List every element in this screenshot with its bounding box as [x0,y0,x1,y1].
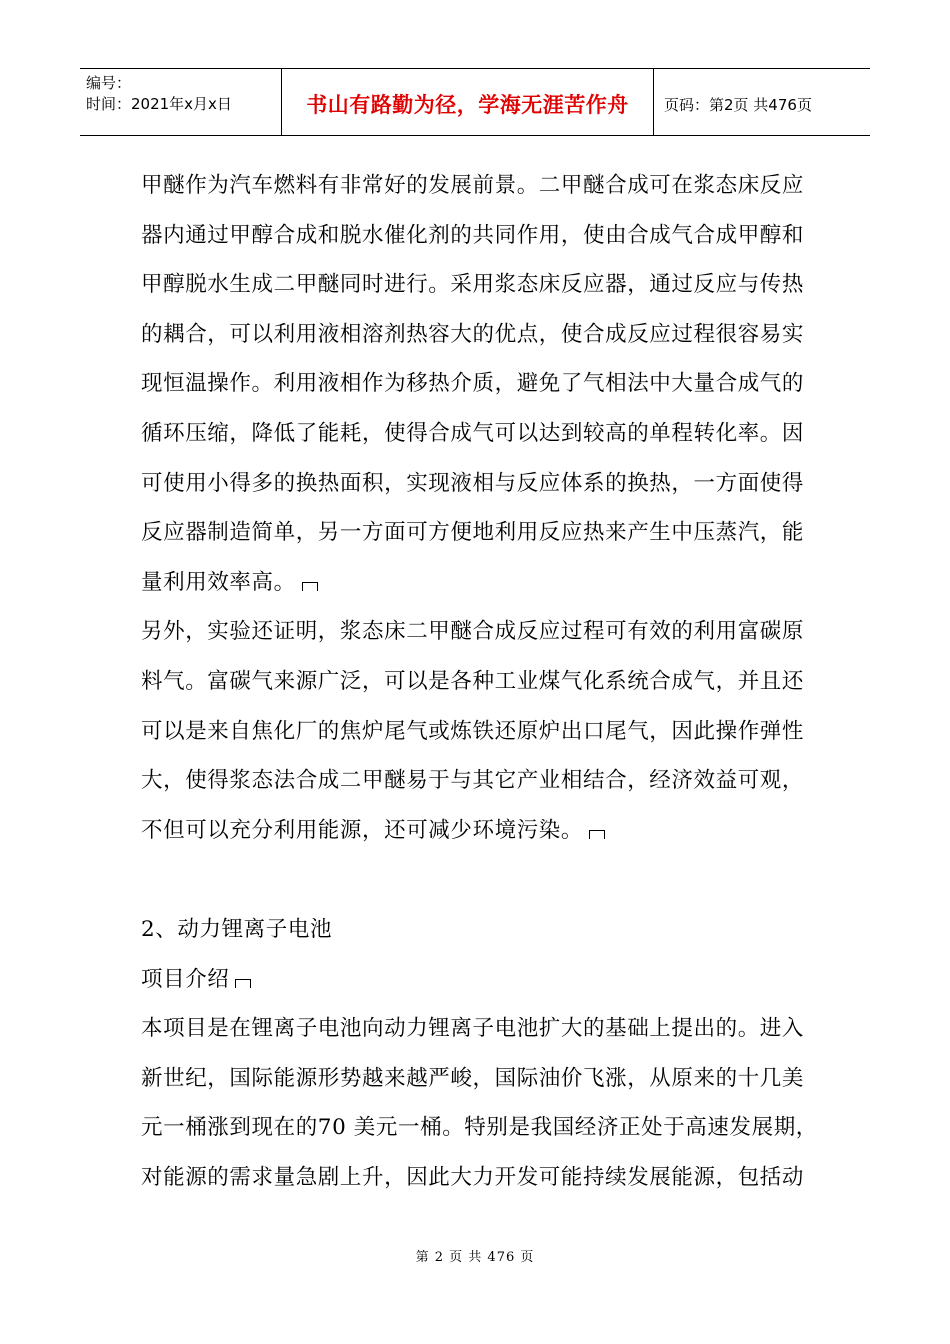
time-label: 时间：2021年x月x日 [86,95,232,113]
paragraph-2-text: 另外，实验还证明，浆态床二甲醚合成反应过程可有效的利用富碳原料气。富碳气来源广泛，可以是各种工业煤气化系统合成气，并且还可以是来自焦化厂的焦炉尾气或炼铁还原炉出口尾气，因此操作弹性大，使得浆态法合成二甲醚易于与其它产业相结合，经济效益可观，不但可以充分利用能源，还可减少环境污染。 [141,619,805,843]
paragraph-mark-icon [589,830,605,839]
section-heading: 2、动力锂离子电池 [141,916,333,942]
motto-text: 书山有路勤为径，学海无涯苦作舟 [306,93,629,117]
paragraph-1-text: 甲醚作为汽车燃料有非常好的发展前景。二甲醚合成可在浆态床反应器内通过甲醇合成和脱水催化剂的共同作用，使由合成气合成甲醇和甲醇脱水生成二甲醚同时进行。采用浆态床反应器，通过反应与传热的耦合，可以利用液相溶剂热容大的优点，使合成反应过程很容易实现恒温操作。利用液相作为移热介质，避免了气相法中大量合成气的循环压缩，降低了能耗，使得合成气可以达到较高的单程转化率。因可使用小得多的换热面积，实现液相与反应体系的换热，一方面使得反应器制造简单，另一方面可方便地利用反应热来产生中压蒸汽，能量利用效率高。 [141,173,805,595]
page-info-text: 页码：第2页 共476页 [664,95,812,114]
document-body [141,161,821,1202]
document-header [80,68,870,136]
header-motto-cell [282,69,654,135]
paragraph-mark-icon [235,979,251,988]
page-footer: 第 2 页 共 476 页 [415,1250,535,1265]
subsection-heading [141,955,821,1005]
paragraph-3: 本项目是在锂离子电池向动力锂离子电池扩大的基础上提出的。进入新世纪，国际能源形势越来越严峻，国际油价飞涨，从原来的十几美元一桶涨到现在的70 美元一桶。特别是我国经济正处于高速发展期，对能源的需求量急剧上升，因此大力开发可能持续发展能源，包括动 [141,1016,818,1190]
paragraph-mark-icon [302,582,318,591]
blank-line [141,855,821,905]
header-page-info [654,69,870,135]
paragraph-2 [141,607,821,855]
number-label: 编号： [86,74,132,92]
paragraph-1 [141,161,821,607]
subsection-heading-text: 项目介绍 [141,966,230,992]
header-meta [80,69,282,135]
